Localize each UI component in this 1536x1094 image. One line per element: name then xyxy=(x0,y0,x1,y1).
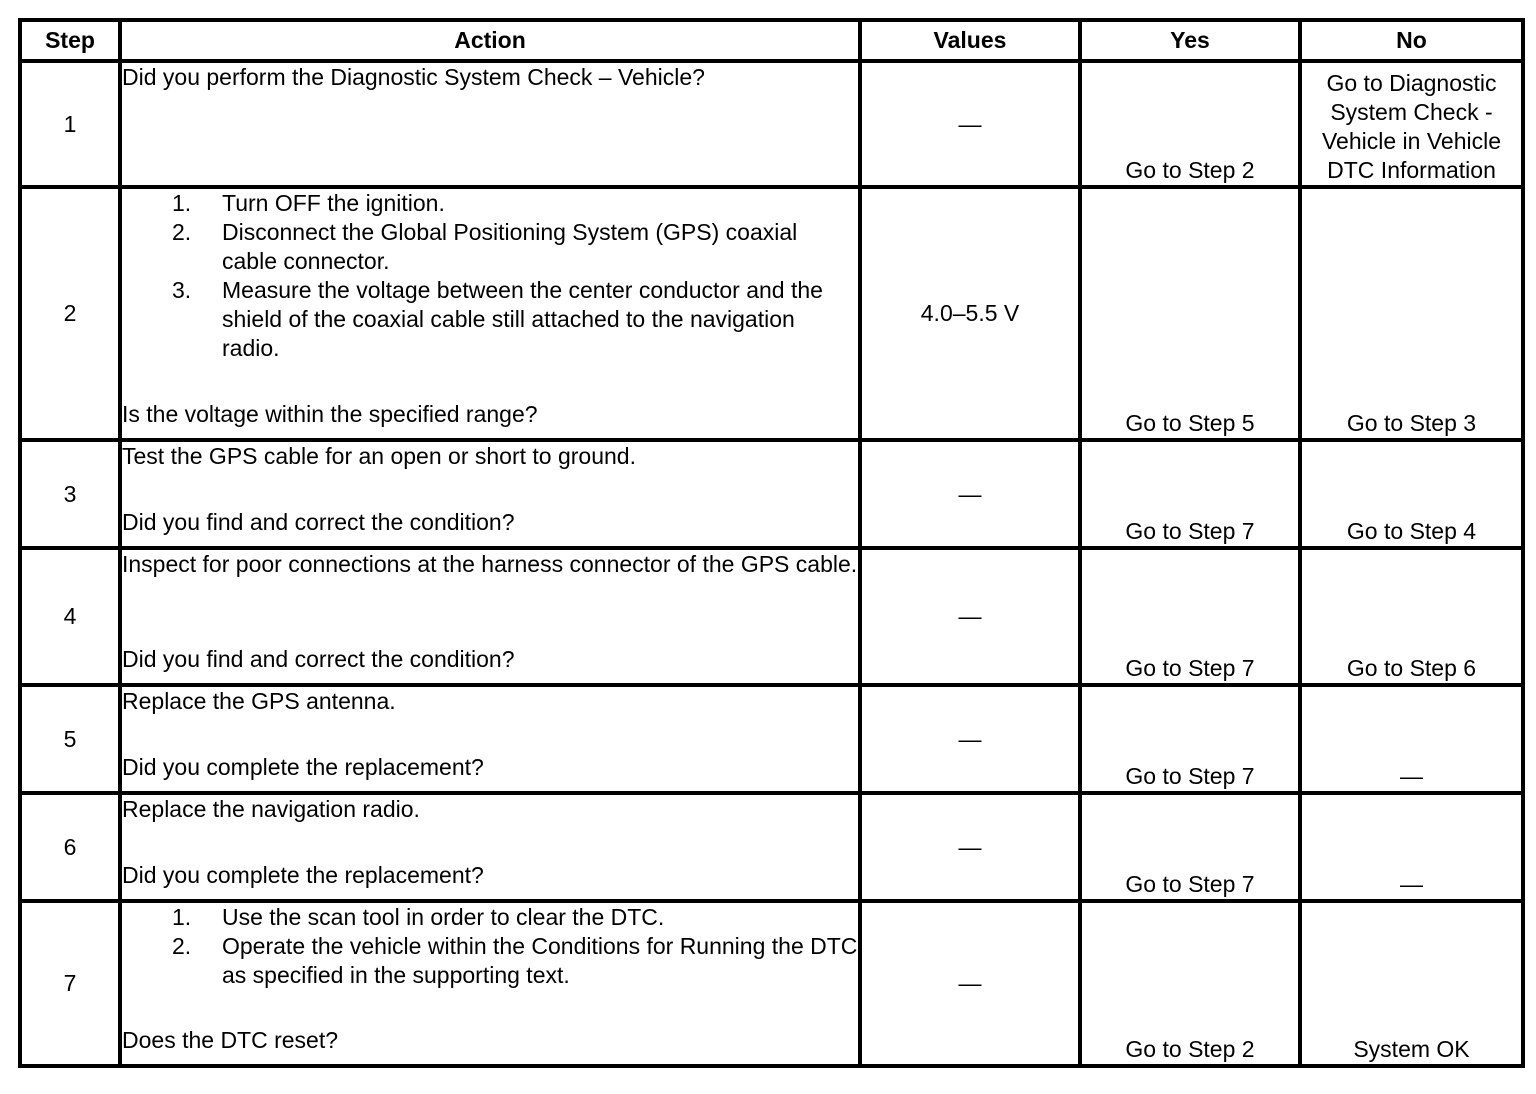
step-number: 7 xyxy=(20,901,120,1066)
header-step: Step xyxy=(20,20,120,61)
values-cell: — xyxy=(860,901,1080,1066)
list-item xyxy=(172,218,858,276)
yes-cell: Go to Step 7 xyxy=(1080,548,1300,685)
list-item xyxy=(172,189,858,218)
step-number: 3 xyxy=(20,440,120,548)
yes-cell: Go to Step 5 xyxy=(1080,187,1300,440)
no-cell: System OK xyxy=(1300,901,1523,1066)
table-row xyxy=(20,793,1523,901)
list-item xyxy=(172,903,858,932)
action-cell xyxy=(120,440,860,548)
table-row xyxy=(20,440,1523,548)
no-cell: Go to Diagnostic System Check - Vehicle in Vehicle DTC Information xyxy=(1300,61,1523,187)
action-text: Inspect for poor connections at the harness connector of the GPS cable. xyxy=(122,551,858,577)
list-item-text: Operate the vehicle within the Conditions for Running the DTC as specified in the supporting text. xyxy=(222,933,858,988)
action-question: Did you find and correct the condition? xyxy=(122,509,515,535)
no-cell: — xyxy=(1300,793,1523,901)
no-cell: Go to Step 4 xyxy=(1300,440,1523,548)
table-row xyxy=(20,901,1523,1066)
list-item-number: 1. xyxy=(172,190,192,216)
action-cell xyxy=(120,793,860,901)
no-cell: — xyxy=(1300,685,1523,793)
action-text: Did you perform the Diagnostic System Check – Vehicle? xyxy=(122,64,705,90)
step-number: 1 xyxy=(20,61,120,187)
table-row xyxy=(20,548,1523,685)
action-text: Replace the GPS antenna. xyxy=(122,688,396,714)
list-item xyxy=(172,932,858,990)
list-item-text: Use the scan tool in order to clear the DTC. xyxy=(222,904,665,930)
action-question: Did you complete the replacement? xyxy=(122,754,484,780)
action-text: Test the GPS cable for an open or short to ground. xyxy=(122,443,636,469)
action-cell xyxy=(120,901,860,1066)
action-question: Is the voltage within the specified range? xyxy=(122,401,538,427)
list-item-text: Turn OFF the ignition. xyxy=(222,190,445,216)
action-cell xyxy=(120,187,860,440)
no-cell: Go to Step 6 xyxy=(1300,548,1523,685)
step-number: 4 xyxy=(20,548,120,685)
values-cell: — xyxy=(860,793,1080,901)
action-question: Did you complete the replacement? xyxy=(122,862,484,888)
header-yes: Yes xyxy=(1080,20,1300,61)
step-number: 6 xyxy=(20,793,120,901)
list-item xyxy=(172,276,858,363)
header-values: Values xyxy=(860,20,1080,61)
step-number: 5 xyxy=(20,685,120,793)
yes-cell: Go to Step 2 xyxy=(1080,901,1300,1066)
action-list xyxy=(122,903,858,990)
values-cell: — xyxy=(860,685,1080,793)
header-row xyxy=(20,20,1523,61)
yes-cell: Go to Step 7 xyxy=(1080,685,1300,793)
action-list xyxy=(122,189,858,363)
list-item-number: 2. xyxy=(172,219,192,245)
action-cell xyxy=(120,61,860,187)
list-item-number: 3. xyxy=(172,277,192,303)
list-item-text: Measure the voltage between the center conductor and the shield of the coaxial cable still attached to the navigation radio. xyxy=(222,277,823,361)
list-item-number: 2. xyxy=(172,933,192,959)
list-item-text: Disconnect the Global Positioning System (GPS) coaxial cable connector. xyxy=(222,219,798,274)
header-action: Action xyxy=(120,20,860,61)
yes-cell: Go to Step 2 xyxy=(1080,61,1300,187)
values-cell: — xyxy=(860,440,1080,548)
action-cell xyxy=(120,548,860,685)
values-cell: — xyxy=(860,61,1080,187)
step-number: 2 xyxy=(20,187,120,440)
values-cell: — xyxy=(860,548,1080,685)
values-cell: 4.0–5.5 V xyxy=(860,187,1080,440)
action-cell xyxy=(120,685,860,793)
table-row xyxy=(20,61,1523,187)
action-question: Did you find and correct the condition? xyxy=(122,646,515,672)
no-cell: Go to Step 3 xyxy=(1300,187,1523,440)
list-item-number: 1. xyxy=(172,904,192,930)
table-row xyxy=(20,187,1523,440)
diagnostic-table xyxy=(18,18,1525,1068)
yes-cell: Go to Step 7 xyxy=(1080,793,1300,901)
action-text: Replace the navigation radio. xyxy=(122,796,420,822)
yes-cell: Go to Step 7 xyxy=(1080,440,1300,548)
header-no: No xyxy=(1300,20,1523,61)
action-question: Does the DTC reset? xyxy=(122,1027,339,1053)
table-row xyxy=(20,685,1523,793)
